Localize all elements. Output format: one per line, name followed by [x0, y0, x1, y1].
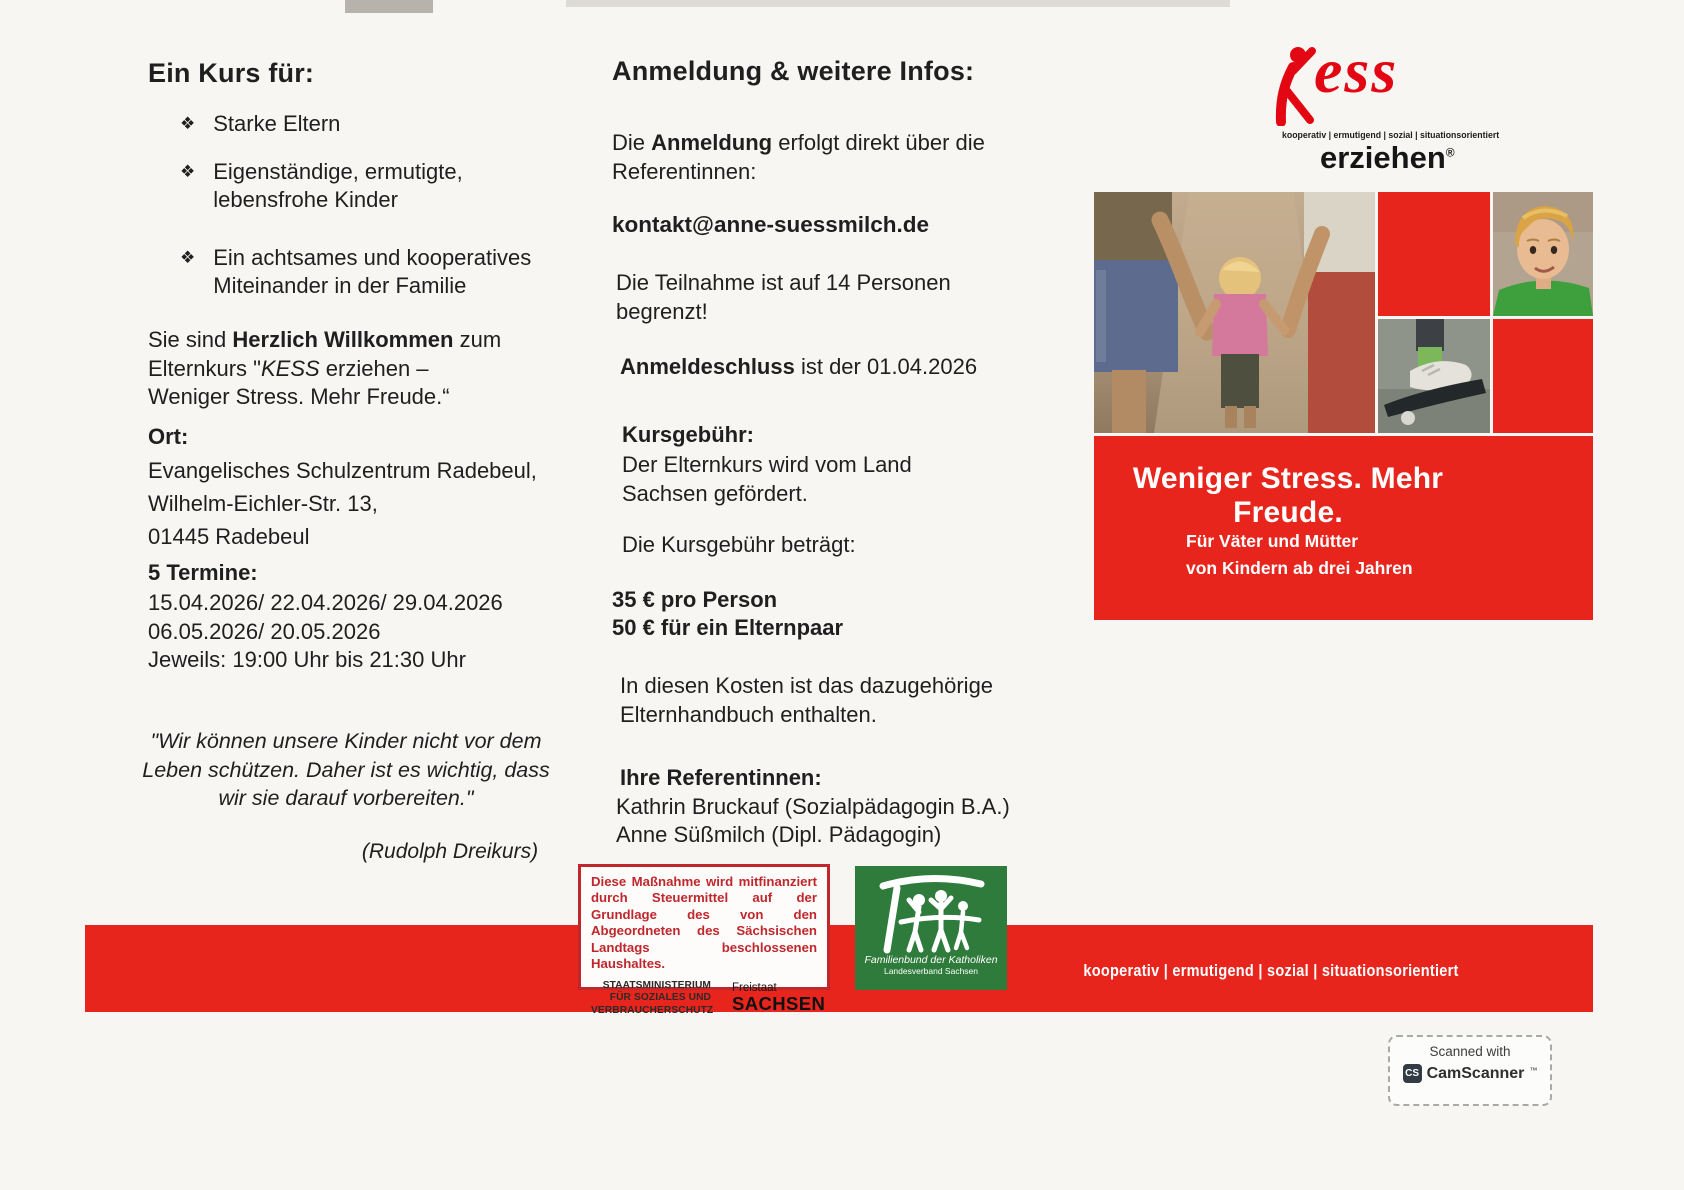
camscanner-cs-icon: CS: [1403, 1064, 1422, 1083]
familienbund-subtitle: Landesverband Sachsen: [883, 966, 979, 976]
ministry-name: [591, 979, 714, 1017]
subheadline-line: von Kindern ab drei Jahren: [1186, 558, 1413, 578]
welcome-text: erziehen – Weniger Stress. Mehr Freude.“: [148, 355, 450, 409]
dates-list: [148, 589, 503, 675]
kess-erziehen-label: erziehen: [1320, 140, 1446, 175]
family-walking-photo: [1094, 192, 1375, 433]
state-line: SACHSEN: [732, 993, 826, 1015]
registered-mark: ®: [1445, 145, 1455, 160]
quote-text: "Wir können unsere Kinder nicht vor dem Leben schützen. Daher ist es wichtig, dass wir sie darauf vorbereiten.": [142, 729, 550, 810]
referents-label: Ihre Referentinnen:: [620, 765, 822, 790]
dates-line: 06.05.2026/ 20.05.2026: [148, 618, 381, 644]
quote-attribution: (Rudolph Dreikurs): [361, 840, 539, 863]
deadline-bold: Anmeldeschluss: [620, 354, 795, 379]
familienbund-logo: [855, 866, 1007, 990]
state-line: Freistaat: [732, 981, 777, 994]
address-line: Wilhelm-Eichler-Str. 13,: [148, 491, 378, 516]
dates-line: 15.04.2026/ 22.04.2026/ 29.04.2026: [148, 590, 503, 615]
red-square-tile: [1493, 319, 1593, 433]
flyer-headline: Weniger Stress. Mehr Freude.: [1132, 462, 1444, 529]
deadline-paragraph: [620, 354, 977, 380]
contact-email: kontakt@anne-suessmilch.de: [612, 212, 930, 237]
registration-paragraph: [612, 128, 994, 186]
course-benefits-list: [180, 110, 532, 300]
welcome-bold: Herzlich Willkommen: [232, 327, 454, 352]
fee-label: Kursgebühr:: [622, 422, 754, 447]
kess-erziehen-text: [1320, 140, 1455, 176]
ministry-line: STAATSMINISTERIUM: [602, 979, 711, 991]
flyer-subheadline: [1186, 528, 1413, 582]
location-label: Ort:: [148, 424, 189, 449]
subheadline-line: Für Väter und Mütter: [1186, 531, 1359, 551]
dates-label: 5 Termine:: [148, 560, 258, 585]
list-item-text: Starke Eltern: [213, 111, 341, 136]
handbook-included-text: In diesen Kosten ist das dazugehörige Elternhandbuch enthalten.: [620, 673, 994, 727]
registration-text: erfolgt direkt über die Referentinnen:: [612, 130, 985, 184]
skateboard-shoe-photo: [1378, 319, 1490, 433]
freistaat-sachsen-wordmark: [732, 983, 825, 1014]
scan-artifact: [566, 0, 1230, 7]
scan-artifact: [345, 0, 433, 13]
registration-text: Die: [612, 130, 652, 155]
familienbund-title: Familienbund der Katholiken: [864, 954, 998, 966]
fee-funding-text: Der Elternkurs wird vom Land Sachsen gefördert.: [622, 452, 912, 506]
welcome-text: zum Elternkurs ": [148, 327, 502, 381]
funding-notice-text: Diese Maßnahme wird mitfinanziert durch Steuermittel auf der Grundlage des von den Abgeordneten des Sächsischen Landtags beschlossenen Haushaltes.: [591, 874, 817, 972]
dates-line: Jeweils: 19:00 Uhr bis 21:30 Uhr: [148, 647, 466, 672]
diamond-bullet-icon: ❖: [180, 114, 196, 133]
deadline-text: ist der 01.04.2026: [794, 354, 978, 379]
title-panel: [1094, 436, 1593, 620]
middle-column-heading: Anmeldung & weitere Infos:: [612, 56, 975, 86]
kess-jumping-person-icon: [1270, 46, 1316, 126]
kess-italic: KESS: [260, 355, 320, 381]
boy-portrait-photo: [1493, 192, 1593, 316]
referent-name: Anne Süßmilch (Dipl. Pädagogin): [616, 822, 942, 847]
red-square-tile: [1378, 192, 1490, 316]
referent-name: Kathrin Bruckauf (Sozialpädagogin B.A.): [616, 794, 1010, 819]
funding-notice-box: [578, 864, 830, 1016]
participation-limit-text: Die Teilnahme ist auf 14 Personen begrenzt!: [616, 270, 951, 324]
trademark-mark: ™: [1529, 1066, 1538, 1075]
list-item: [180, 110, 532, 138]
diamond-bullet-icon: ❖: [180, 162, 196, 181]
list-item-text: Eigenständige, ermutigte, lebensfrohe Kinder: [213, 159, 463, 212]
welcome-text: Sie sind: [148, 327, 233, 352]
camscanner-wordmark: [1394, 1064, 1546, 1083]
registration-bold: Anmeldung: [651, 130, 773, 155]
camscanner-name: CamScanner: [1426, 1064, 1525, 1082]
ministry-line: FÜR SOZIALES UND: [609, 992, 711, 1004]
camscanner-badge: [1388, 1035, 1552, 1106]
family-figures-icon: [871, 870, 991, 954]
ministry-line: VERBRAUCHERSCHUTZ: [591, 1004, 714, 1016]
scanned-with-text: Scanned with: [1429, 1044, 1511, 1059]
fee-amount-intro: Die Kursgebühr beträgt:: [622, 532, 856, 557]
diamond-bullet-icon: ❖: [180, 248, 196, 267]
welcome-paragraph: [148, 326, 516, 412]
kess-wordmark: ess: [1314, 35, 1399, 106]
band-tagline: kooperativ | ermutigend | sozial | situationsorientiert: [1083, 962, 1459, 980]
list-item-text: Ein achtsames und kooperatives Miteinander in der Familie: [213, 245, 532, 298]
list-item: [180, 158, 532, 214]
kess-logo: [1262, 35, 1500, 178]
price-per-person: 35 € pro Person: [612, 587, 778, 612]
address-line: 01445 Radebeul: [148, 524, 310, 549]
price-per-couple: 50 € für ein Elternpaar: [612, 615, 844, 640]
location-address: [148, 454, 537, 553]
ministry-row: [591, 978, 826, 1018]
left-column-heading: Ein Kurs für:: [148, 58, 315, 88]
address-line: Evangelisches Schulzentrum Radebeul,: [148, 458, 537, 483]
bottom-red-band: [85, 925, 1593, 1015]
list-item: [180, 244, 532, 300]
kess-tagline: kooperativ | ermutigend | sozial | situationsorientiert: [1282, 130, 1500, 141]
